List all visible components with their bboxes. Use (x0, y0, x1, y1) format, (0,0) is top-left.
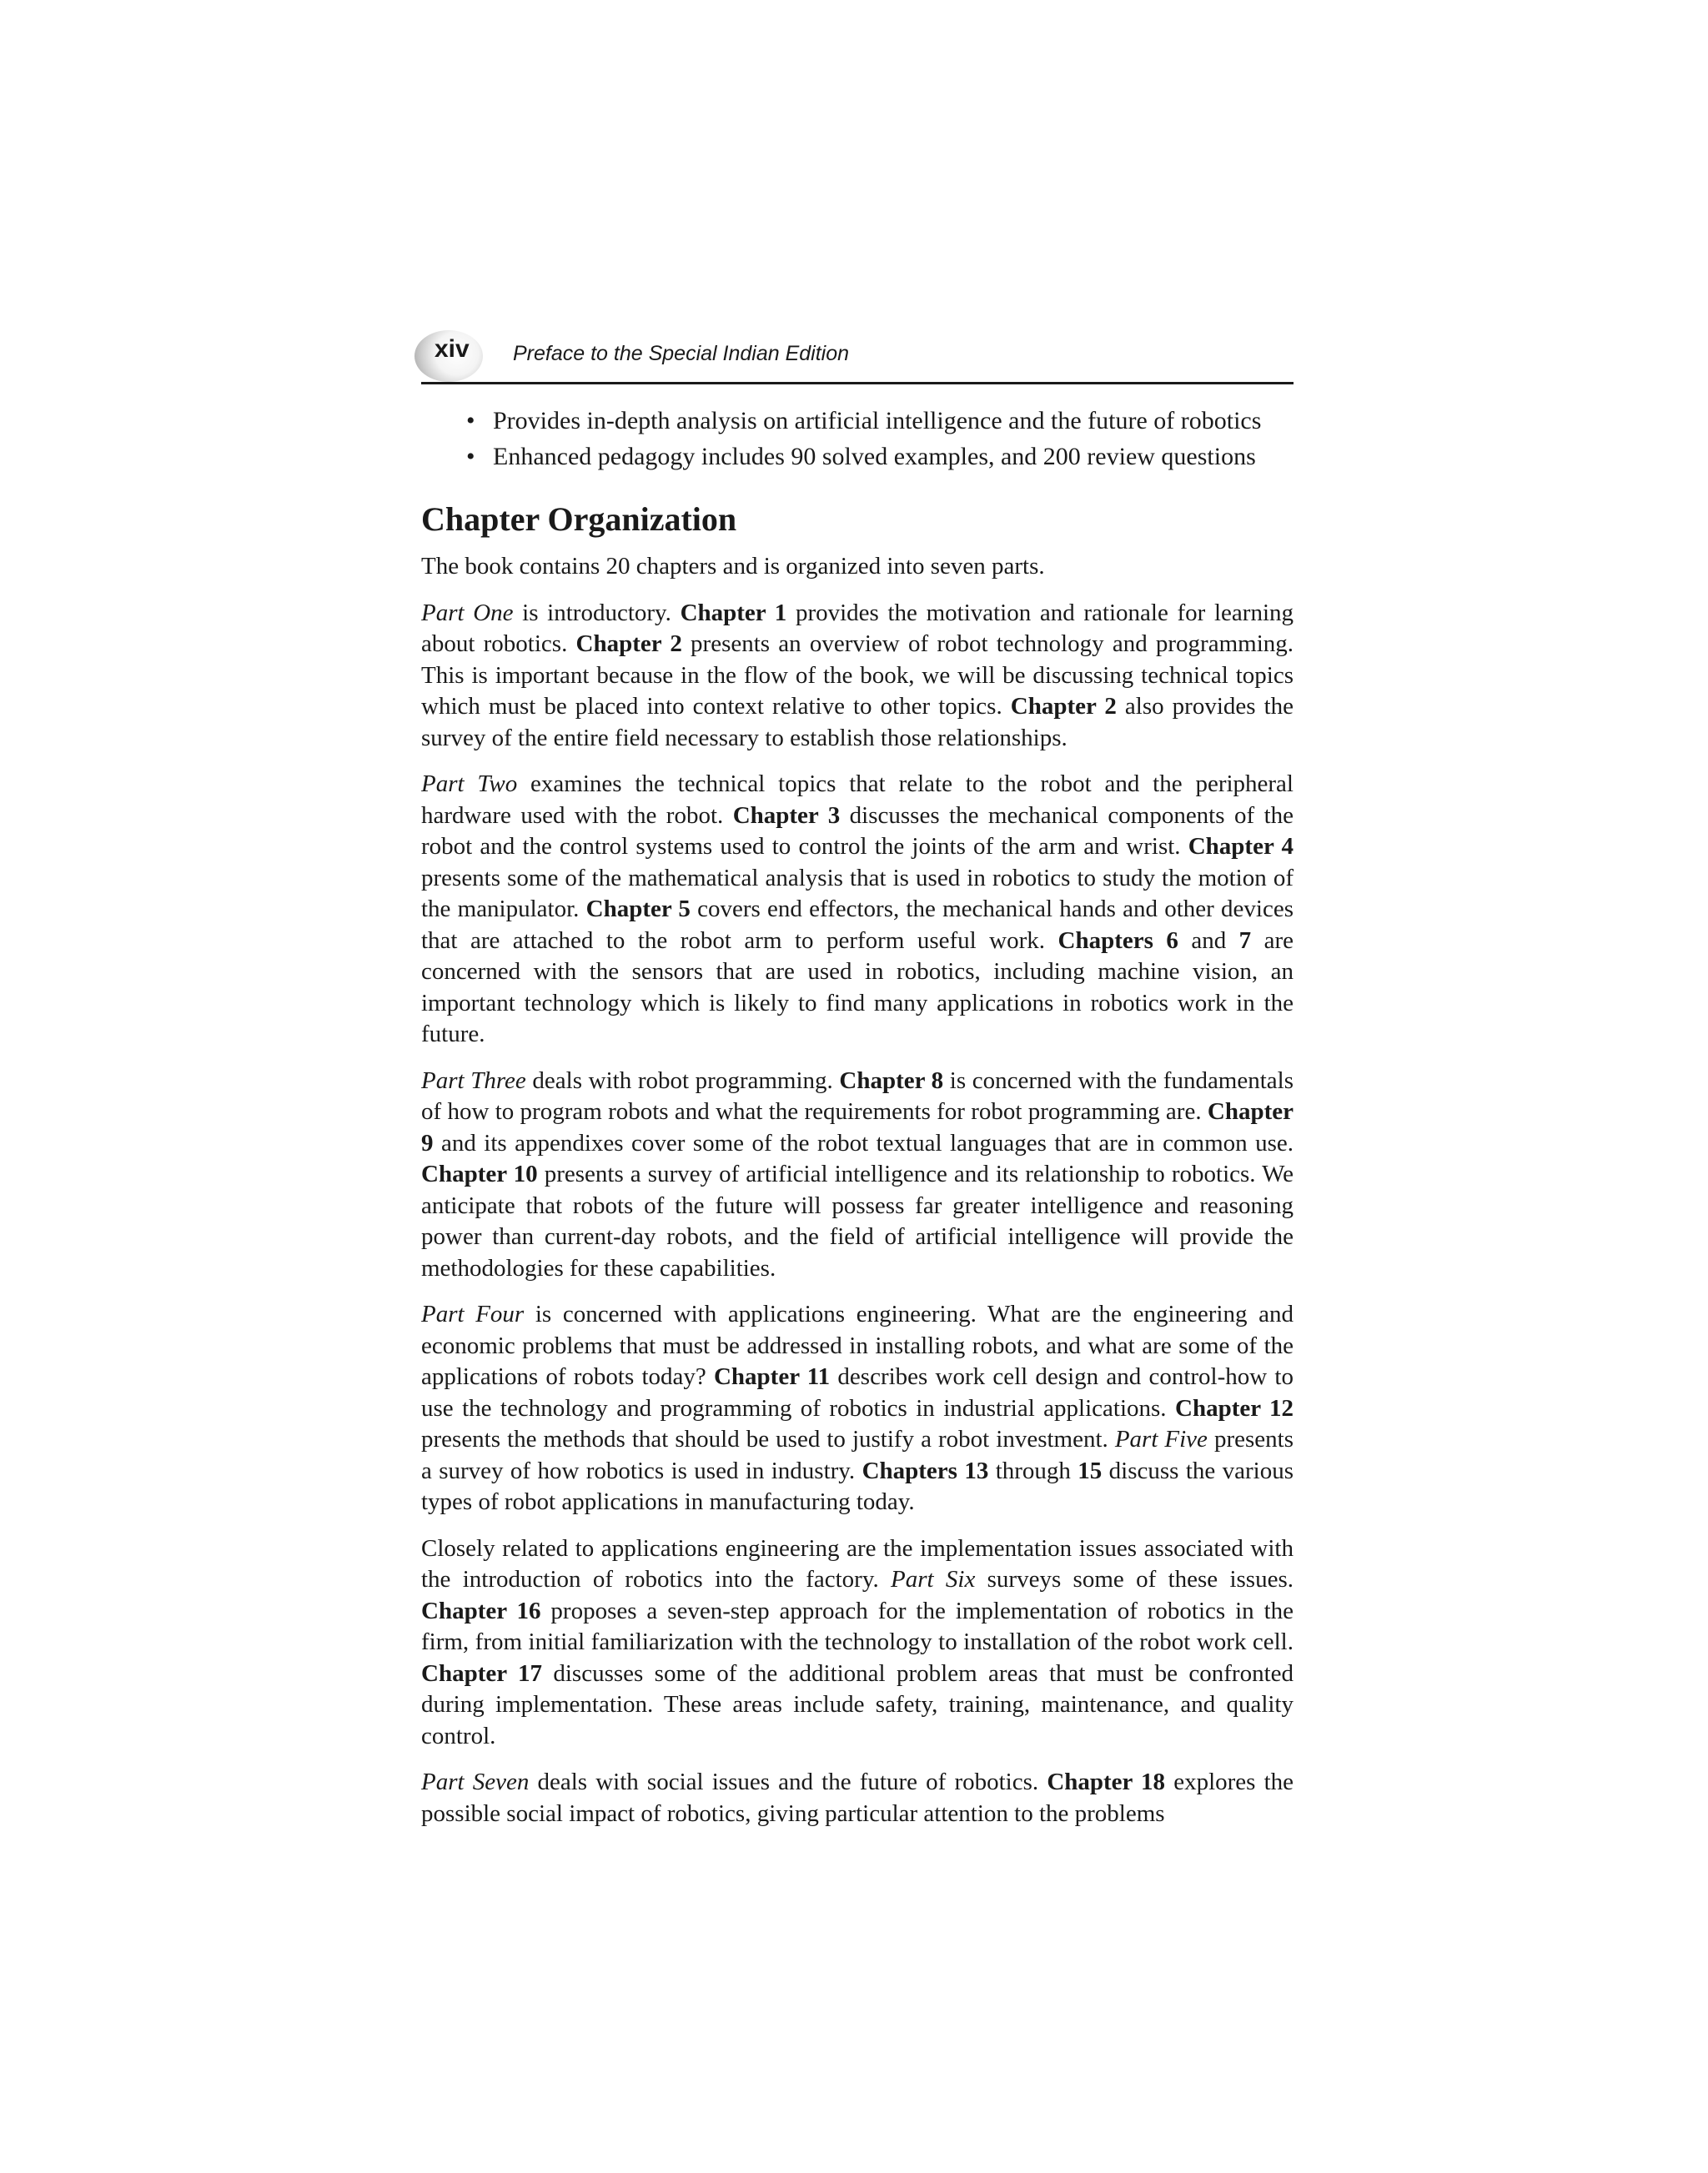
chapter-ref: Chapter 4 (1188, 833, 1294, 860)
part-label: Part Seven (421, 1769, 530, 1795)
paragraph-text: discusses the mechanical components of the robot and the control systems used to control the joints of the arm and wrist. (421, 801, 1294, 860)
paragraph-text: presents some of the mathematical analysis that is used in robotics to study the motion of the manipulator. (421, 864, 1294, 922)
chapter-ref: Chapter 9 (421, 1098, 1294, 1157)
paragraph-text: presents the methods that should be used to justify a robot investment. (421, 1426, 1115, 1453)
paragraph-text: proposes a seven-step approach for the implementation of robotics in the firm, from initial familiarization with the technology to installation of the robot work cell. (421, 1597, 1294, 1655)
paragraph-text: and its appendixes cover some of the robot textual languages that are in common use. (433, 1129, 1294, 1157)
running-head: Preface to the Special Indian Edition (513, 342, 850, 365)
paragraph-text: describes work cell design and control-how to use the technology and programming of robotics in industrial applications. (421, 1363, 1294, 1422)
chapter-ref: Chapter 2 (1010, 693, 1117, 720)
paragraph-text: deals with robot programming. (525, 1066, 840, 1094)
feature-item: • Provides in-depth analysis on artificial intelligence and the future of robotics (466, 403, 1294, 439)
paragraph-text: Closely related to applications engineering are the implementation issues associated with the introduction of robotics into the factory. (421, 1534, 1294, 1593)
part-label: Part One (421, 599, 514, 626)
intro-paragraph: The book contains 20 chapters and is organized into seven parts. (421, 553, 1045, 580)
paragraph-text: explores the possible social impact of robotics, giving particular attention to the problems (421, 1769, 1294, 1827)
paragraph-text: provides the motivation and rationale for learning about robotics. (421, 599, 1294, 657)
paragraph-text: covers end effectors, the mechanical hands and other devices that are attached to the robot arm to perform useful work. (421, 896, 1294, 954)
paragraph-part-three (421, 1066, 1294, 1285)
part-label: Part Five (1114, 1426, 1208, 1453)
paragraph-text: discuss the various types of robot applications in manufacturing today. (421, 1457, 1294, 1515)
paragraph-part-one (421, 598, 1294, 755)
book-page (421, 327, 1294, 1844)
paragraph-text: presents a survey of how robotics is used in industry. (421, 1426, 1294, 1484)
paragraph-text: presents a survey of artificial intelligence and its relationship to robotics. We anticipate that robots of the future will possess far greater intelligence and reasoning power than current-day robots, and the field of artificial intelligence will provide the methodologies for these capabilities. (421, 1161, 1294, 1282)
feature-item: • Enhanced pedagogy includes 90 solved examples, and 200 review questions (466, 439, 1294, 474)
paragraph-text: presents an overview of robot technology and programming. This is important because in the flow of the book, we will be discussing technical topics which must be placed into context relative to other topics. (421, 630, 1294, 720)
paragraph-text: are concerned with the sensors that are used in robotics, including machine vision, an important technology which is likely to find many applications in robotics work in the future. (421, 926, 1294, 1047)
chapter-ref: Chapter 11 (713, 1363, 831, 1390)
paragraph-part-seven (421, 1767, 1294, 1829)
chapter-ref: Chapter 2 (575, 630, 682, 657)
paragraph-text: examines the technical topics that relate to the robot and the peripheral hardware used with the robot. (421, 770, 1294, 829)
chapter-ref: Chapter 3 (732, 801, 841, 829)
chapter-ref: 7 (1238, 926, 1252, 954)
paragraph-part-four (421, 1299, 1294, 1518)
part-label: Part Two (421, 770, 518, 797)
part-label: Part Four (421, 1301, 525, 1327)
chapter-ref: Chapter 18 (1047, 1769, 1166, 1795)
paragraph-part-six (421, 1533, 1294, 1753)
chapter-ref: Chapter 5 (585, 896, 691, 922)
paragraph-text: through (988, 1457, 1078, 1484)
chapter-ref: Chapter 12 (1175, 1394, 1294, 1422)
paragraph-part-two (421, 769, 1294, 1051)
chapter-ref: Chapters 13 (862, 1457, 989, 1484)
paragraph-text: is introductory. (513, 599, 681, 626)
paragraph-text: discusses some of the additional problem areas that must be confronted during implementation. These areas include safety, training, maintenance, and quality control. (421, 1659, 1294, 1749)
chapter-ref: Chapter 10 (421, 1161, 538, 1187)
chapter-ref: Chapter 17 (421, 1659, 542, 1687)
paragraph-text: surveys some of these issues. (975, 1566, 1294, 1593)
section-heading: Chapter Organization (421, 500, 737, 538)
part-label: Part Three (421, 1066, 526, 1094)
chapter-ref: Chapter 8 (839, 1066, 944, 1094)
paragraph-text: is concerned with applications engineering. What are the engineering and economic problems that must be addressed in installing robots, and what are some of the applications of robots today? (421, 1301, 1294, 1390)
part-label: Part Six (891, 1566, 976, 1593)
paragraph-text: also provides the survey of the entire field necessary to establish those relationships. (421, 693, 1294, 751)
paragraph-text: and (1178, 926, 1239, 954)
paragraph-text: deals with social issues and the future of robotics. (529, 1769, 1047, 1795)
running-header (421, 327, 1294, 384)
chapter-ref: Chapter 16 (421, 1597, 541, 1624)
chapter-ref: Chapters 6 (1057, 926, 1178, 954)
page-number: xiv (435, 335, 470, 363)
paragraph-text: is concerned with the fundamentals of how to program robots and what the requirements for robot programming are. (421, 1066, 1294, 1125)
feature-list (421, 403, 1294, 474)
chapter-ref: Chapter 1 (680, 599, 787, 626)
chapter-ref: 15 (1078, 1457, 1103, 1484)
